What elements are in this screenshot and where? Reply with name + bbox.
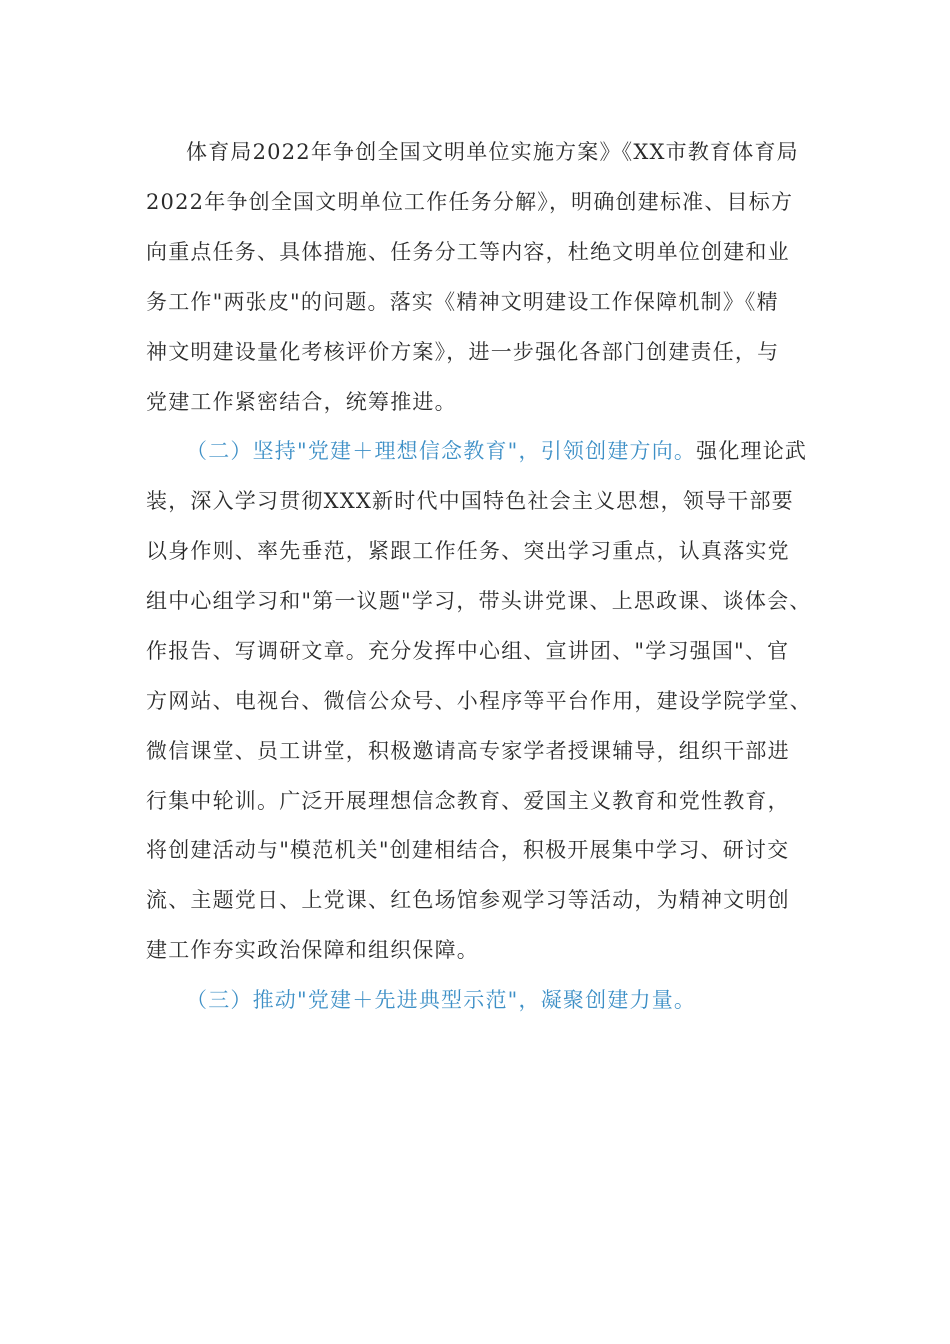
paragraph-line: 行集中轮训。广泛开展理想信念教育、爱国主义教育和党性教育， xyxy=(146,789,790,813)
paragraph-line: 务工作"两张皮"的问题。落实《精神文明建设工作保障机制》《精 xyxy=(146,290,779,314)
paragraph-line: 流、主题党日、上党课、红色场馆参观学习等活动，为精神文明创 xyxy=(146,888,790,912)
paragraph-line: 微信课堂、员工讲堂，积极邀请高专家学者授课辅导，组织干部进 xyxy=(146,739,790,763)
paragraph-line: 向重点任务、具体措施、任务分工等内容，杜绝文明单位创建和业 xyxy=(146,240,790,264)
section-3-heading: （三）推动"党建＋先进典型示范"，凝聚创建力量。 xyxy=(186,988,697,1012)
paragraph-line: 将创建活动与"模范机关"创建相结合，积极开展集中学习、研讨交 xyxy=(146,838,790,862)
paragraph-line: 神文明建设量化考核评价方案》，进一步强化各部门创建责任，与 xyxy=(146,340,780,364)
paragraph-line: 方网站、电视台、微信公众号、小程序等平台作用，建设学院学堂、 xyxy=(146,689,812,713)
paragraph-line: 组中心组学习和"第一议题"学习，带头讲党课、上思政课、谈体会、 xyxy=(146,589,812,613)
paragraph-line: 建工作夯实政治保障和组织保障。 xyxy=(146,938,479,962)
paragraph-line: 装，深入学习贯彻XXX新时代中国特色社会主义思想，领导干部要 xyxy=(146,489,794,513)
section-2-heading: （二）坚持"党建＋理想信念教育"，引领创建方向。 xyxy=(186,439,697,463)
section-2-heading-tail: 强化理论武 xyxy=(696,439,808,463)
paragraph-line: 2022年争创全国文明单位工作任务分解》，明确创建标准、目标方 xyxy=(146,190,794,214)
paragraph-line: 作报告、写调研文章。充分发挥中心组、宣讲团、"学习强国"、官 xyxy=(146,639,790,663)
paragraph-line: 党建工作紧密结合，统筹推进。 xyxy=(146,390,457,414)
section-2-first-line xyxy=(186,437,807,465)
paragraph-line: 体育局2022年争创全国文明单位实施方案》《XX市教育体育局 xyxy=(186,140,799,164)
paragraph-line: 以身作则、率先垂范，紧跟工作任务、突出学习重点，认真落实党 xyxy=(146,539,790,563)
